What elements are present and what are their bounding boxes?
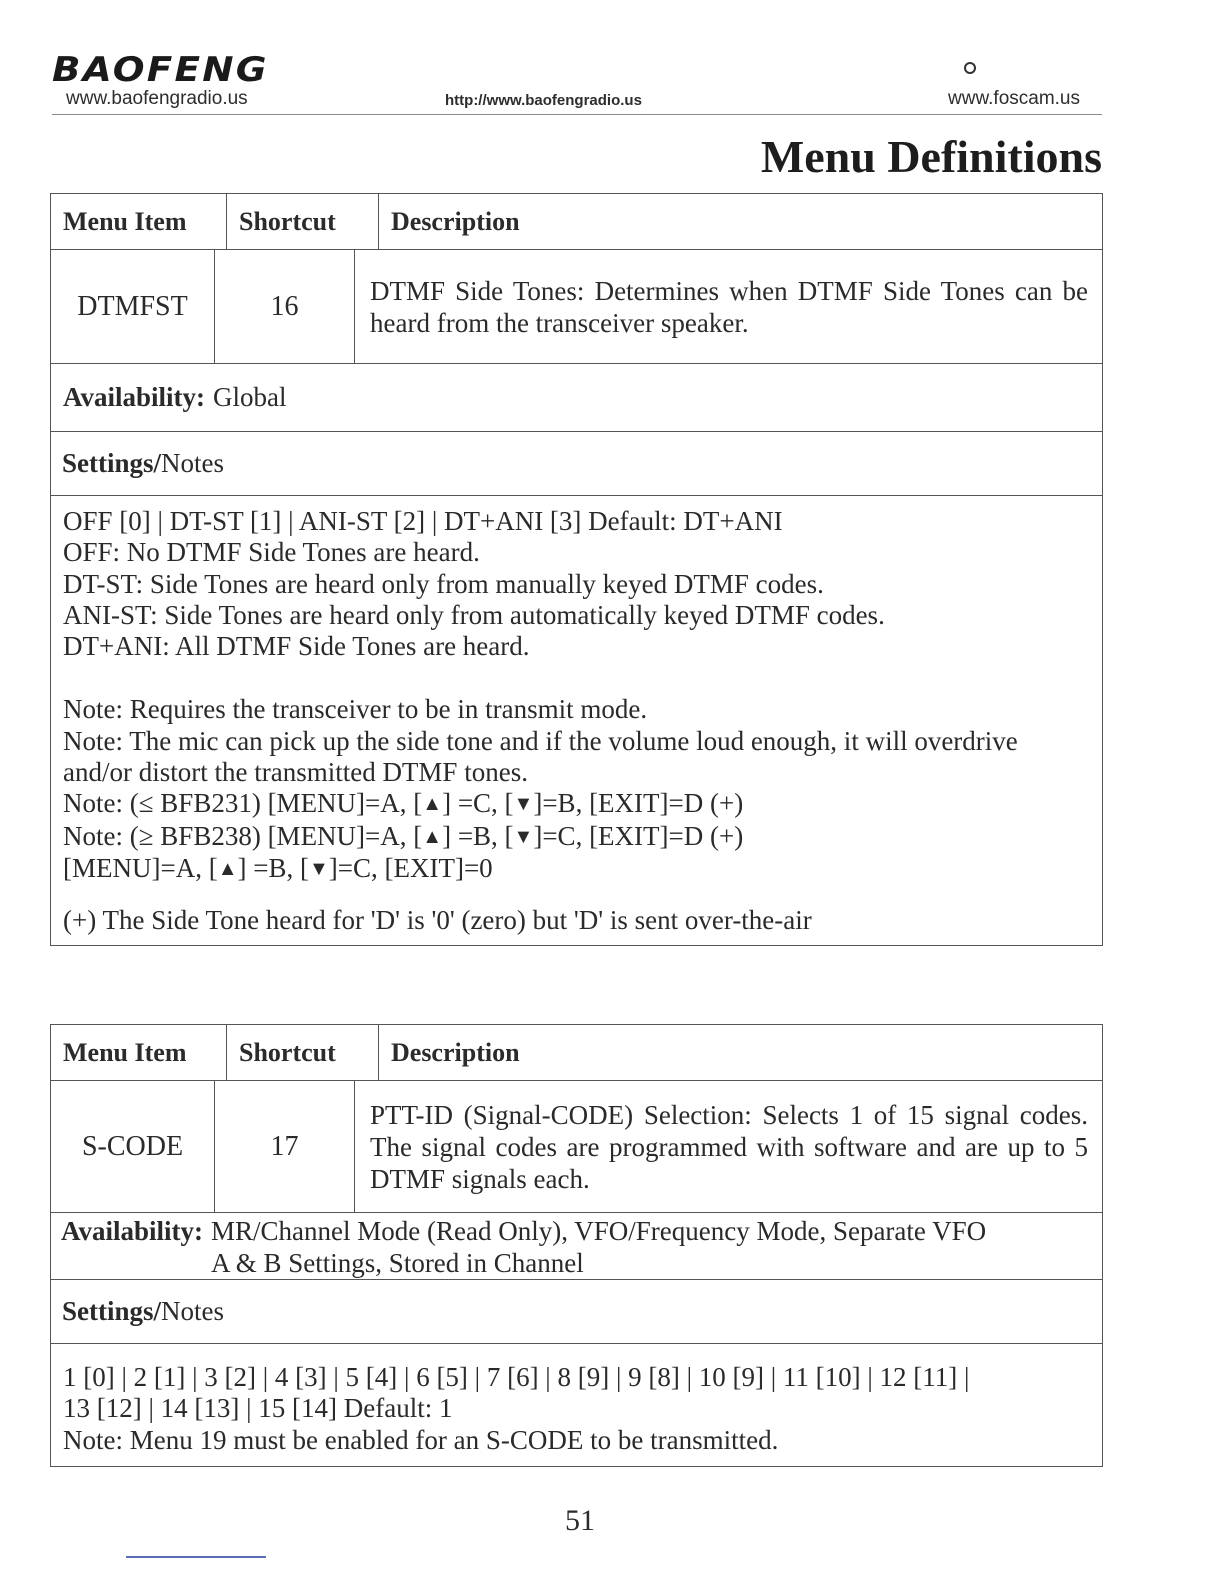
- page-number: 51: [565, 1504, 595, 1537]
- availability-row: [51, 1213, 1102, 1280]
- down-arrow-icon: ▼: [308, 857, 329, 880]
- settings-notes-body: [51, 1344, 1102, 1466]
- foscam-url[interactable]: www.foscam.us: [948, 88, 1080, 109]
- note-line: 13 [12] | 14 [13] | 15 [14] Default: 1: [63, 1393, 453, 1424]
- menu-item-row: [51, 1081, 1102, 1213]
- menu-table-dtmfst: [50, 193, 1103, 946]
- page-title: Menu Definitions: [760, 131, 1102, 182]
- table-header-row: [51, 194, 1102, 250]
- note-line-key-map: [MENU]=A, [▲] =B, [▼]=C, [EXIT]=0: [63, 853, 1090, 885]
- note-line: ANI-ST: Side Tones are heard only from automatically keyed DTMF codes.: [63, 599, 885, 630]
- menu-item-header: Menu Item: [51, 1025, 227, 1080]
- note-line: Note: Requires the transceiver to be in transmit mode.: [63, 694, 648, 725]
- availability-label: Availability:: [61, 1216, 204, 1246]
- foscam-logo-dot-icon: [964, 62, 976, 74]
- table-header-row: [51, 1025, 1102, 1081]
- note-line-key-map-old: Note: (≤ BFB231) [MENU]=A, [▲] =C, [▼]=B, [EXIT]=D (+): [63, 788, 1090, 820]
- menu-table-scode: [50, 1024, 1103, 1467]
- menu-item-value: DTMFST: [51, 250, 215, 363]
- note-line-footnote: (+) The Side Tone heard for 'D' is '0' (zero) but 'D' is sent over-the-air: [63, 905, 812, 936]
- shortcut-header: Shortcut: [227, 194, 379, 249]
- description-header: Description: [391, 1037, 520, 1067]
- up-arrow-icon: ▲: [422, 825, 443, 848]
- page-header: [52, 48, 1102, 115]
- notes-label: Notes: [161, 448, 225, 478]
- up-arrow-icon: ▲: [422, 793, 443, 816]
- availability-value: Global: [213, 382, 287, 412]
- note-line: OFF [0] | DT-ST [1] | ANI-ST [2] | DT+ANI [3] Default: DT+ANI: [63, 506, 783, 536]
- note-line: Note: Menu 19 must be enabled for an S-CODE to be transmitted.: [63, 1424, 779, 1455]
- center-url[interactable]: http://www.baofengradio.us: [445, 92, 642, 109]
- note-line: DT-ST: Side Tones are heard only from manually keyed DTMF codes.: [63, 568, 824, 599]
- settings-notes-body: [51, 496, 1102, 945]
- up-arrow-icon: ▲: [217, 857, 238, 880]
- note-line: 1 [0] | 2 [1] | 3 [2] | 4 [3] | 5 [4] | 6 [5] | 7 [6] | 8 [9] | 9 [8] | 10 [9] | 11 [10] | 12 [11] |: [63, 1362, 970, 1392]
- down-arrow-icon: ▼: [513, 793, 534, 816]
- notes-label: Notes: [161, 1296, 225, 1326]
- baofeng-url[interactable]: www.baofengradio.us: [66, 88, 248, 109]
- settings-notes-header: [51, 1280, 1102, 1344]
- description-text: PTT-ID (Signal-CODE) Selection: Selects 1 of 15 signal codes. The signal codes are programmed with software and are up to 5 DTMF signals each.: [370, 1099, 1088, 1194]
- menu-item-header: Menu Item: [51, 194, 227, 249]
- note-line: Note: The mic can pick up the side tone and if the volume loud enough, it will overdrive: [63, 725, 1018, 756]
- shortcut-header: Shortcut: [227, 1025, 379, 1080]
- settings-label: Settings/: [62, 1296, 162, 1326]
- note-line-key-map-new: Note: (≥ BFB238) [MENU]=A, [▲] =B, [▼]=C, [EXIT]=D (+): [63, 821, 1090, 853]
- shortcut-value: 17: [215, 1081, 355, 1212]
- note-line: and/or distort the transmitted DTMF tones.: [63, 757, 528, 788]
- shortcut-value: 16: [215, 250, 355, 363]
- availability-label: Availability:: [63, 382, 206, 412]
- note-line: OFF: No DTMF Side Tones are heard.: [63, 537, 480, 568]
- note-line: DT+ANI: All DTMF Side Tones are heard.: [63, 631, 530, 662]
- menu-item-row: [51, 250, 1102, 364]
- footer-rule: [126, 1556, 266, 1558]
- settings-notes-header: [51, 432, 1102, 496]
- description-text: DTMF Side Tones: Determines when DTMF Side Tones can be heard from the transceiver speaker.: [370, 275, 1088, 338]
- baofeng-logo: BAOFENG: [52, 50, 269, 90]
- description-header: Description: [391, 206, 520, 236]
- availability-value-line: A & B Settings, Stored in Channel: [211, 1248, 584, 1278]
- down-arrow-icon: ▼: [513, 825, 534, 848]
- availability-value-line: MR/Channel Mode (Read Only), VFO/Frequency Mode, Separate VFO: [211, 1216, 987, 1246]
- settings-label: Settings/: [62, 448, 162, 478]
- menu-item-value: S-CODE: [51, 1081, 215, 1212]
- availability-row: [51, 364, 1102, 432]
